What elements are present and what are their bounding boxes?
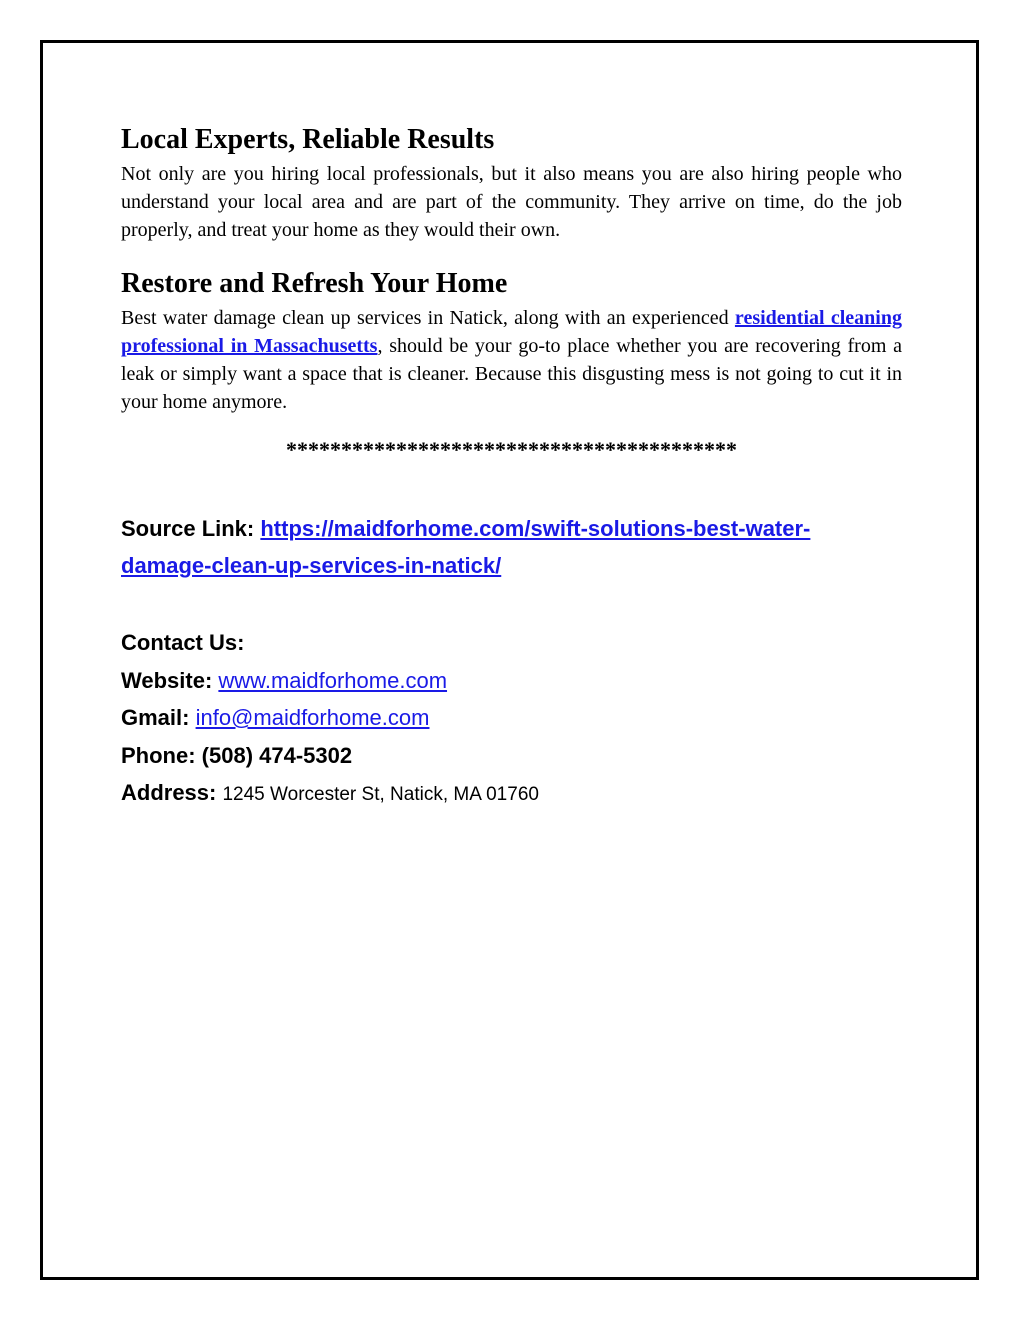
section-paragraph-restore-refresh [121,304,902,416]
email-link[interactable]: info@maidforhome.com [195,705,430,730]
section-paragraph-local-experts: Not only are you hiring local professionals, but it also means you are also hiring people who understand your local area and are part of the community. They arrive on time, do the job properly, and treat your home as they would their own. [121,163,902,241]
source-link-url-line1: https://maidforhome.com/swift-solutions-best-water- [260,516,811,541]
phone-value: (508) 474-5302 [201,742,353,768]
source-link-url-line2: damage-clean-up-services-in-natick/ [121,553,502,578]
separator-stars: ***************************************** [286,437,737,462]
section-heading-restore-refresh: Restore and Refresh Your Home [121,268,508,299]
paragraph-text-after-link: , should be your go-to place whether you are recovering from a leak or simply want a space that is cleaner. Because this disgusting mess is not going to cut it in your home anymore. [121,335,902,413]
contact-block [121,624,902,814]
phone-label: Phone: [121,742,202,768]
document-content [121,118,902,814]
residential-cleaning-link[interactable]: residential cleaning professional in Massachusetts [121,307,902,357]
source-link-label: Source Link: [121,516,261,541]
section-heading-local-experts: Local Experts, Reliable Results [121,124,495,155]
paragraph-text-before-link: Best water damage clean up services in Natick, along with an experienced [121,307,735,329]
contact-website-row [121,662,902,700]
contact-address-row [121,774,902,814]
source-link-block [121,510,902,584]
contact-heading: Contact Us: [121,630,245,655]
gmail-label: Gmail: [121,705,196,730]
address-value: 1245 Worcester St, Natick, MA 01760 [222,784,539,805]
contact-phone-row [121,737,902,775]
website-label: Website: [121,667,219,693]
website-link[interactable]: www.maidforhome.com [218,667,448,693]
address-label: Address: [121,780,223,805]
contact-gmail-row [121,699,902,737]
